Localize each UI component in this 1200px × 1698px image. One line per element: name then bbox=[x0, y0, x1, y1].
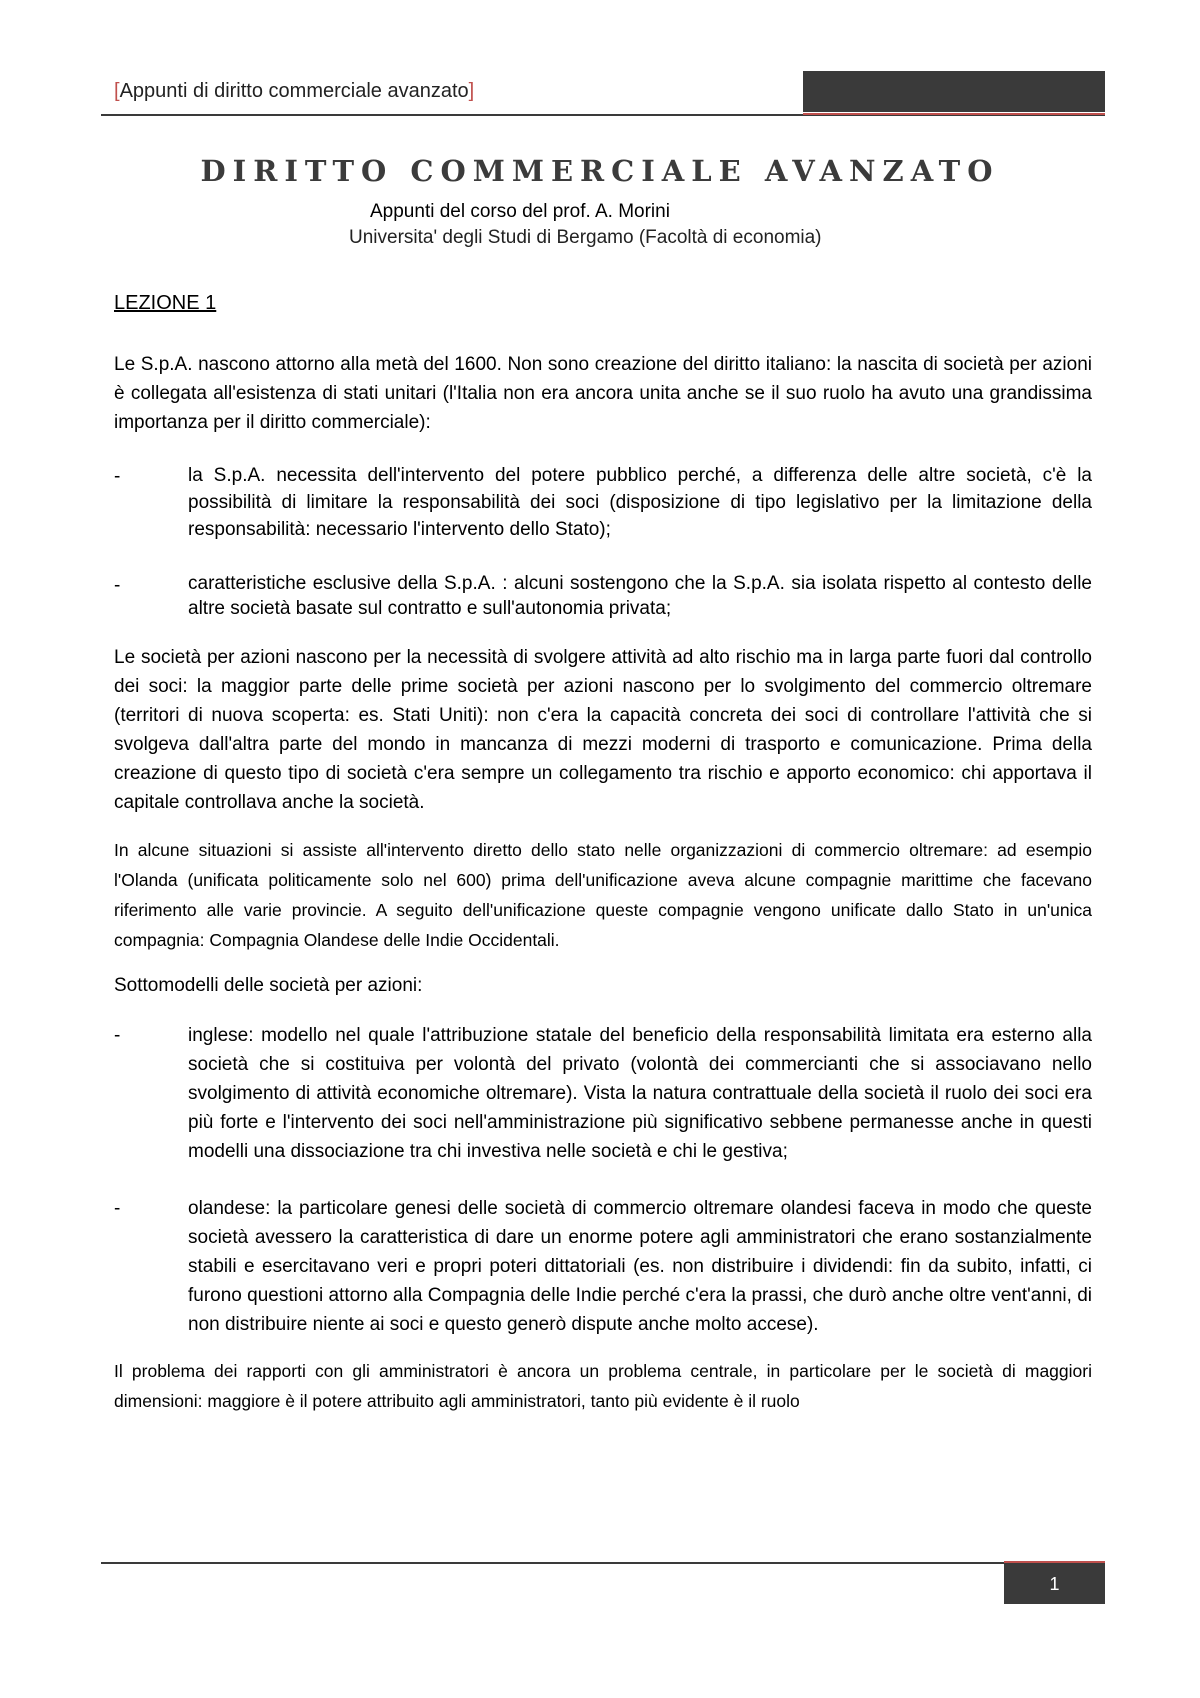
footer-rule bbox=[101, 1562, 1105, 1564]
list-item-text: inglese: modello nel quale l'attribuzione statale del beneficio della responsabilità limitata era esterno alla società che si costituiva per volontà del privato (volontà dei commercianti che si associavano nello svolgimento di attività economiche oltremare). Vista la natura contrattuale della società il ruolo dei soci era più forte e l'intervento dei soci nell'amministrazione più significativo sebbene permanesse anche in questi modelli una dissociazione tra chi investiva nelle società e chi le gestiva; bbox=[188, 1025, 1092, 1162]
list-item bbox=[114, 1021, 1092, 1166]
bullet-dash: - bbox=[114, 1198, 121, 1219]
header-accent-rule bbox=[803, 113, 1105, 115]
running-header bbox=[114, 80, 474, 103]
header-title: Appunti di diritto commerciale avanzato bbox=[119, 80, 469, 102]
document-title: DIRITTO COMMERCIALE AVANZATO bbox=[200, 154, 1000, 188]
lesson-heading: LEZIONE 1 bbox=[114, 292, 217, 314]
paragraph-directors: Il problema dei rapporti con gli amministratori è ancora un problema centrale, in particolare per le società di maggiori dimensioni: maggiore è il potere attribuito agli amministratori, tanto più evidente è il ruolo bbox=[114, 1361, 1092, 1411]
header-bracket-close: ] bbox=[468, 80, 475, 102]
page-number: 1 bbox=[1004, 1564, 1105, 1604]
list-item-text: caratteristiche esclusive della S.p.A. : alcuni sostengono che la S.p.A. sia isolata rispetto al contesto delle altre società basate sul contratto e sull'autonomia privata; bbox=[188, 573, 1092, 619]
bullet-dash: - bbox=[114, 466, 121, 487]
list-item-text: la S.p.A. necessita dell'intervento del potere pubblico perché, a differenza delle altre società, c'è la possibilità di limitare la responsabilità dei soci (disposizione di tipo legislativo per la limitazione della responsabilità: necessario l'intervento dello Stato); bbox=[188, 465, 1092, 540]
header-dark-block bbox=[803, 71, 1105, 112]
list-item-text: olandese: la particolare genesi delle società di commercio oltremare olandesi faceva in modo che queste società avessero la caratteristica di dare un enorme potere agli amministratori che erano sostanzialmente stabili e esercitavano veri e propri poteri dittatoriali (es. non distribuire i dividendi: fin da subito, infatti, ci furono questioni attorno alla Compagnia delle Indie perché c'era la prassi, che durò anche oltre vent'anni, di non distribuire niente ai soci e questo generò dispute anche molto accese). bbox=[188, 1198, 1092, 1335]
header-bracket-open: [ bbox=[114, 80, 120, 102]
document-body bbox=[114, 350, 1092, 1416]
list-item bbox=[114, 462, 1092, 543]
institution-line: Universita' degli Studi di Bergamo (Facoltà di economia) bbox=[349, 227, 822, 248]
list-item bbox=[114, 1194, 1092, 1339]
footer-accent-rule bbox=[1004, 1561, 1105, 1563]
bullet-dash: - bbox=[114, 1025, 121, 1046]
course-subtitle: Appunti del corso del prof. A. Morini bbox=[370, 201, 670, 222]
list-item bbox=[114, 571, 1092, 621]
paragraph-origins: Le società per azioni nascono per la necessità di svolgere attività ad alto rischio ma in larga parte fuori dal controllo dei soci: la maggior parte delle prime società per azioni nascono per lo svolgimento del commercio oltremare (territori di nuova scoperta: es. Stati Uniti): non c'era la capacità concreta dei soci di controllare l'attività che si svolgeva dall'altra parte del mondo in mancanza di mezzi moderni di trasporto e comunicazione. Prima della creazione di questo tipo di società c'era sempre un collegamento tra rischio e apporto economico: chi apportava il capitale controllava anche la società. bbox=[114, 647, 1092, 813]
bullet-dash: - bbox=[114, 575, 121, 596]
paragraph-state-intervention: In alcune situazioni si assiste all'intervento diretto dello stato nelle organizzazioni di commercio oltremare: ad esempio l'Olanda (unificata politicamente solo nel 600) prima dell'unificazione aveva alcune compagnie marittime che facevano riferimento alle varie provincie. A seguito dell'unificazione queste compagnie vengono unificate dallo Stato in un'unica compagnia: Compagnia Olandese delle Indie Occidentali. bbox=[114, 840, 1092, 950]
paragraph-submodels: Sottomodelli delle società per azioni: bbox=[114, 975, 423, 996]
paragraph-intro: Le S.p.A. nascono attorno alla metà del 1600. Non sono creazione del diritto italiano: la nascita di società per azioni è collegata all'esistenza di stati unitari (l'Italia non era ancora unita anche se il suo ruolo ha avuto una grandissima importanza per il diritto commerciale): bbox=[114, 354, 1092, 433]
